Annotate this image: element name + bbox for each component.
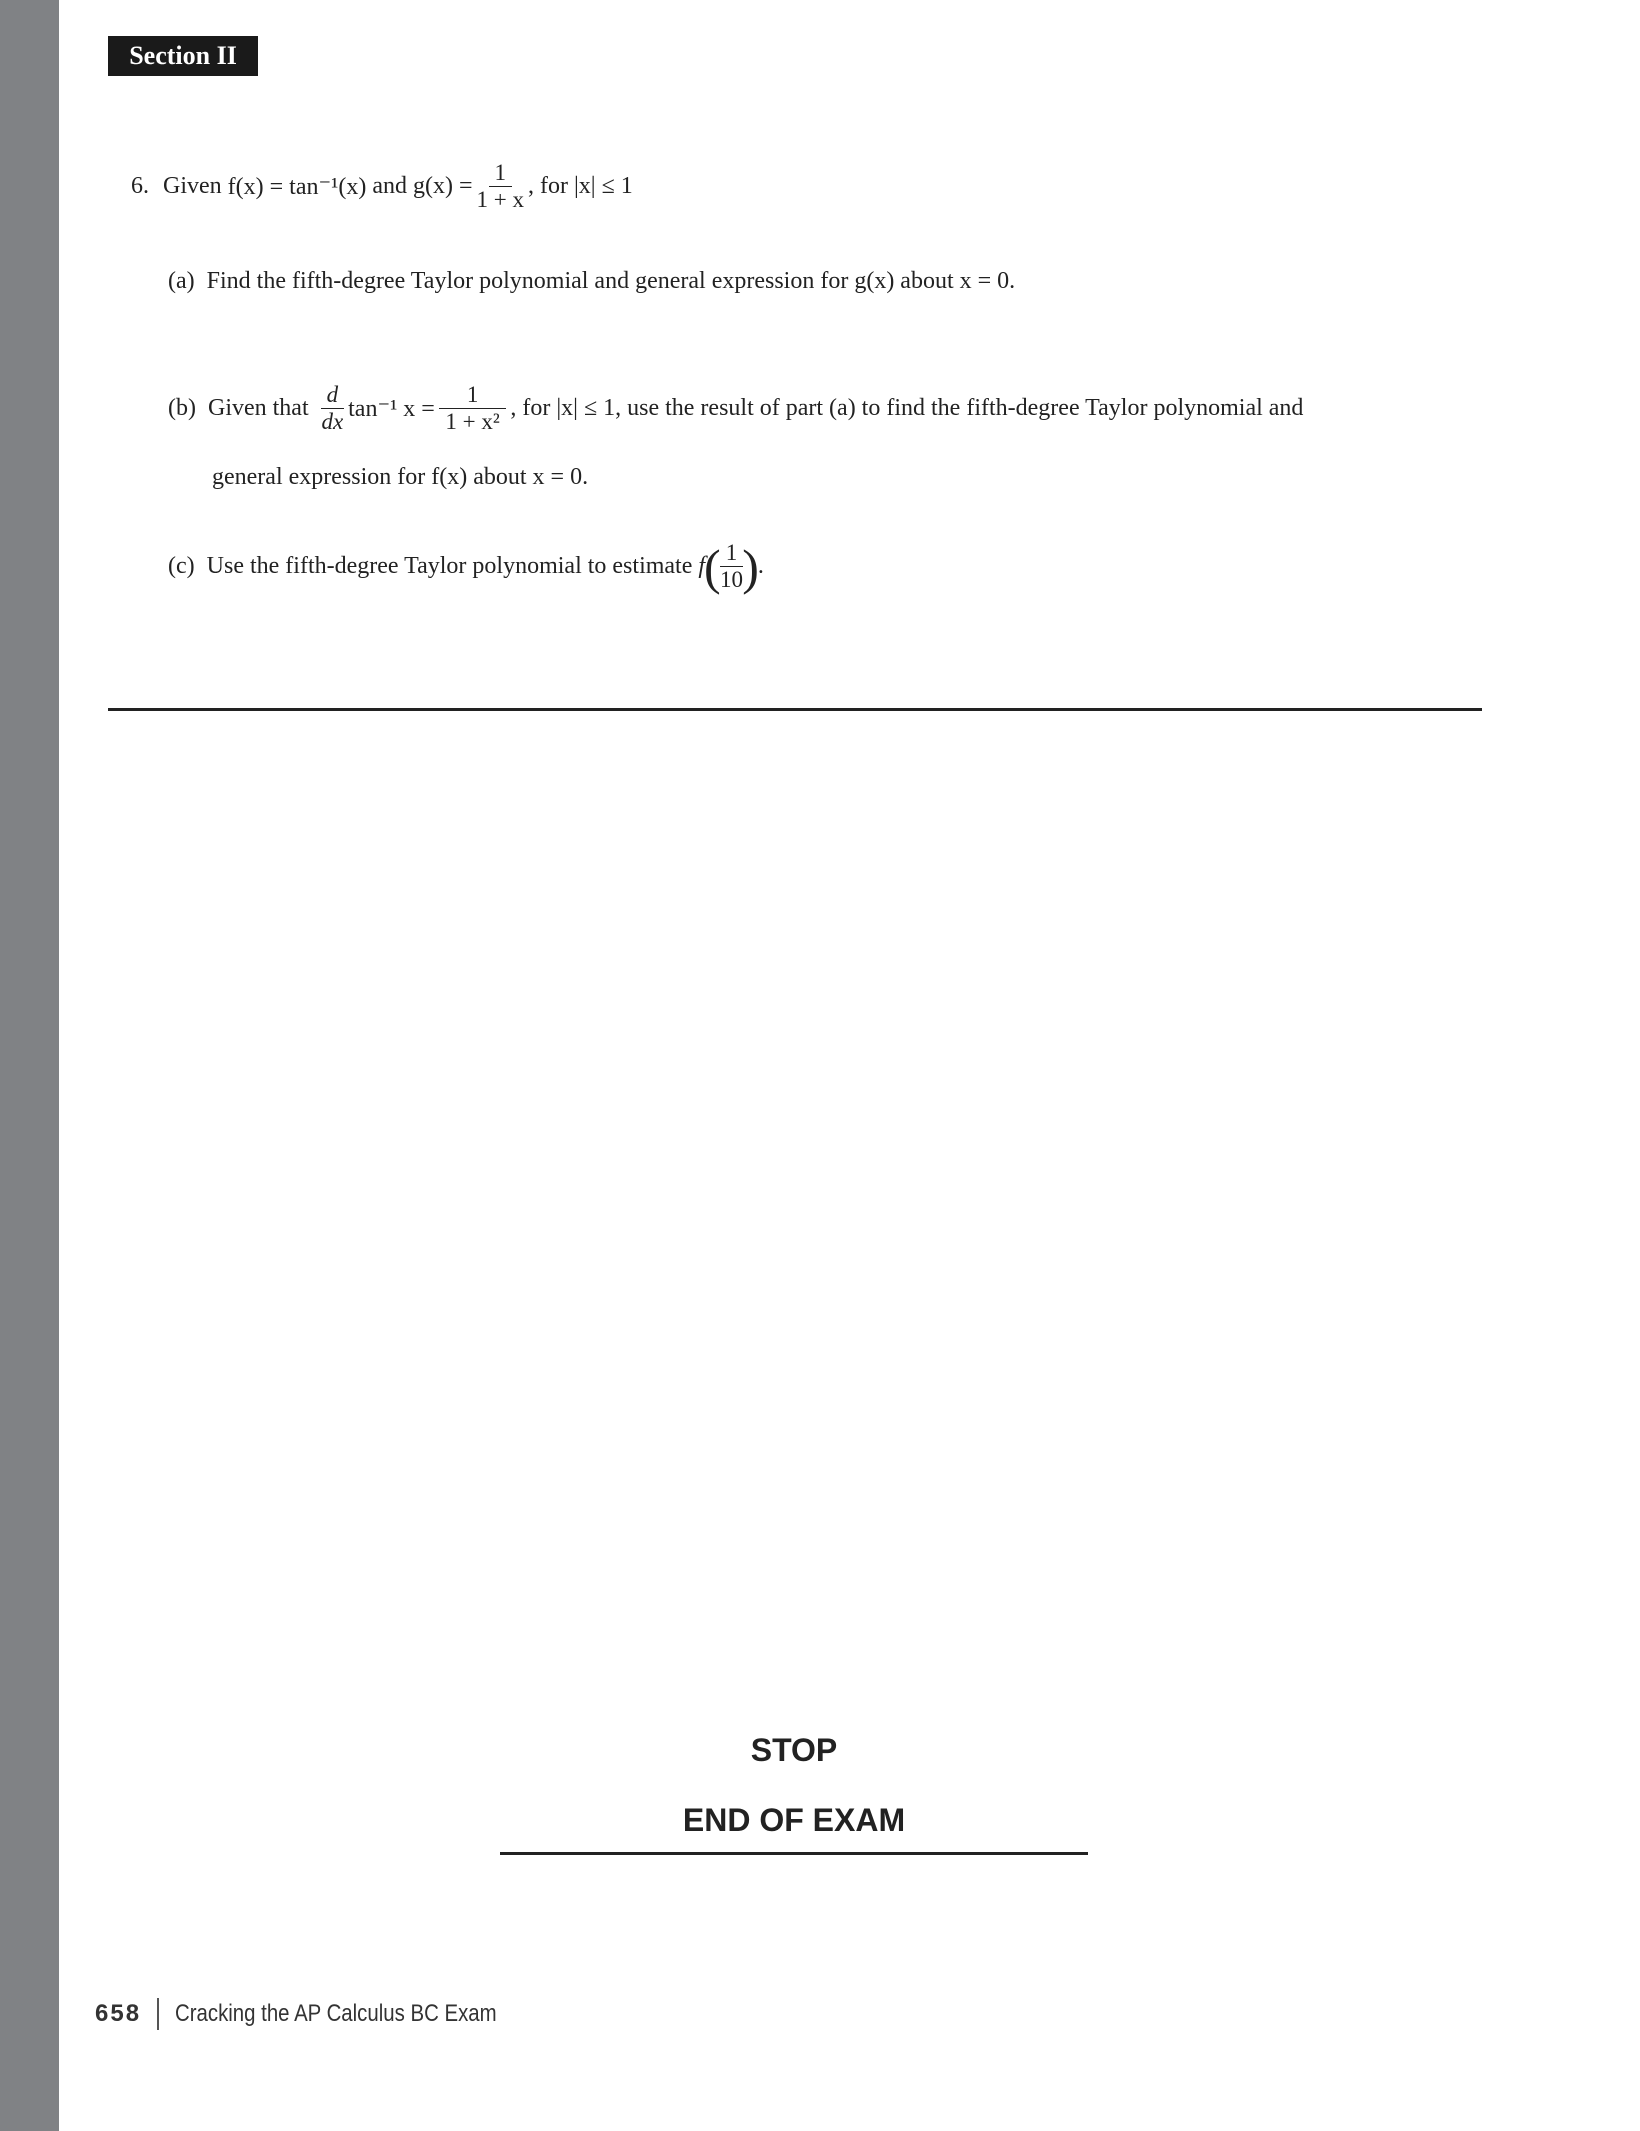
page-edge-bar <box>0 0 59 2131</box>
part-b-label: (b) <box>168 395 196 422</box>
f-definition: f(x) = tan⁻¹(x) <box>227 174 367 201</box>
left-paren: ( <box>704 538 721 595</box>
question-6 <box>131 160 633 214</box>
page-number: 658 <box>95 2000 142 2027</box>
c-denominator: 10 <box>719 567 743 593</box>
derivative-fraction <box>439 382 507 436</box>
g-denominator: 1 + x <box>476 187 525 213</box>
period: . <box>757 553 764 580</box>
g-numerator: 1 <box>489 160 513 187</box>
part-a-label: (a) <box>168 268 195 294</box>
one-tenth-fraction <box>720 540 744 594</box>
end-rule <box>500 1852 1088 1855</box>
question-number: 6. <box>131 173 149 200</box>
footer-separator <box>157 1998 159 2030</box>
stop-heading: STOP <box>750 1732 838 1768</box>
part-a <box>168 268 1015 295</box>
part-b <box>168 382 1303 436</box>
part-b-continued <box>212 464 588 491</box>
r-denominator: 1 + x² <box>445 409 500 435</box>
end-of-exam-heading: END OF EXAM <box>682 1802 906 1838</box>
section-badge: Section II <box>108 36 258 76</box>
divider-rule <box>108 708 1482 711</box>
arctan-expression: tan⁻¹ x = <box>348 396 435 423</box>
derivative-operator <box>321 382 345 436</box>
condition: , for |x| ≤ 1 <box>528 173 633 200</box>
d-numerator: d <box>321 382 345 409</box>
c-numerator: 1 <box>720 540 744 567</box>
g-lhs: g(x) = <box>413 173 473 200</box>
g-fraction <box>477 160 524 214</box>
given-text: Given <box>163 173 222 200</box>
and-text: and <box>372 173 407 200</box>
part-c-label: (c) <box>168 553 195 580</box>
part-b-text-2: general expression for f(x) about x = 0. <box>212 464 589 490</box>
page-footer <box>95 1998 553 2030</box>
right-paren: ) <box>742 538 759 595</box>
part-b-given: Given that <box>207 395 309 422</box>
f-symbol: f <box>698 553 706 580</box>
part-c <box>168 540 764 594</box>
part-a-text: Find the fifth-degree Taylor polynomial and general expression for g(x) about x = 0. <box>206 268 1016 294</box>
book-title: Cracking the AP Calculus BC Exam <box>175 2000 497 2027</box>
r-numerator: 1 <box>439 382 507 409</box>
part-b-text-1: , for |x| ≤ 1, use the result of part (a) to find the fifth-degree Taylor polynomial and <box>510 395 1304 422</box>
part-c-text: Use the fifth-degree Taylor polynomial to estimate <box>206 553 693 580</box>
d-denominator: dx <box>321 409 344 435</box>
